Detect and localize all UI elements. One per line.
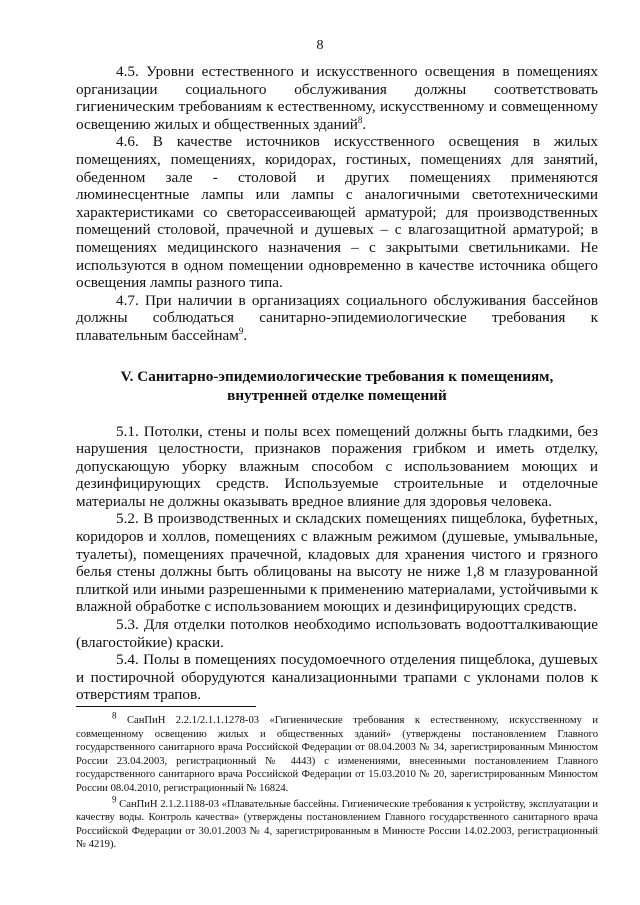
paragraph-tail: . <box>243 326 248 344</box>
paragraph-5-1: 5.1. Потолки, стены и полы всех помещений должны быть гладкими, без нарушения целостности, признаков поражения грибком и иметь отделку, допускающую уборку влажным способом с использованием моющих и дезинфицирующих средств. Используемые строительные и отделочные материалы не должны оказывать вредное влияние для здоровья человека. <box>76 422 598 510</box>
footnote-text: СанПиН 2.1.2.1188-03 «Плавательные бассейны. Гигиенические требования к устройству, эксплуатации и качеству воды. Контроль качества» (утверждены постановлением Главного государственного санитарного врача Российской Федерации от 30.01.2003 № 4, зарегистрированным в Минюсте России 14.02.2003, регистрационный № 4219). <box>76 798 598 851</box>
footnote-text: СанПиН 2.2.1/2.1.1.1278-03 «Гигиенические требования к естественному, искусственному и совмещенному освещению жилых и общественных зданий» (утверждены постановлением Главного государственного санитарного врача Российской Федерации от 08.04.2003 № 34, зарегистрированным Минюстом России 23.04.2003, регистрационный № 4443) с изменениями, внесенными постановлением Главного государственного санитарного врача Российской Федерации от 15.03.2010 № 20, зарегистрированным Минюстом России 08.04.2010, регистрационный № 16824. <box>76 715 598 794</box>
footnote-separator <box>76 706 256 707</box>
paragraph-text: 4.7. При наличии в организациях социального обслуживания бассейнов должны соблюдаться санитарно-эпидемиологические требования к плавательным бассейнам <box>76 291 598 344</box>
footnote-mark: 8 <box>112 710 117 721</box>
paragraph-4-7 <box>76 292 598 345</box>
paragraph-4-5 <box>76 63 598 133</box>
footnote-ref[interactable]: 8 <box>357 114 363 125</box>
paragraph-5-4: 5.4. Полы в помещениях посудомоечного отделения пищеблока, душевых и постирочной оборудуются канализационными трапами с уклонами полов к отверстиям трапов. <box>76 651 598 704</box>
section-heading-line-1: V. Санитарно-эпидемиологические требования к помещениям, <box>120 367 554 385</box>
footnotes <box>76 710 598 854</box>
page-number: 8 <box>316 38 324 53</box>
document-body <box>76 63 598 704</box>
footnote-9 <box>76 794 598 852</box>
paragraph-text: 4.5. Уровни естественного и искусственного освещения в помещениях организации социального обслуживания должны соответствовать гигиеническим требованиям к естественному, искусственному и совмещенному освещению жилых и общественных зданий <box>76 63 598 133</box>
paragraph-5-3: 5.3. Для отделки потолков необходимо использовать водоотталкивающие (влагостойкие) краски. <box>76 616 598 651</box>
paragraph-4-6 <box>76 133 598 291</box>
paragraph-text: 4.6. В качестве источников искусственного освещения в жилых помещениях, помещениях, коридорах, гостиных, помещениях для занятий, обеденном зале - столовой и других помещениях применяются люминесцентные лампы или лампы с аналогичными светотехническими характеристиками со светорассеивающей арматурой; для производственных помещений столовой, прачечной и душевых – с влагозащитной арматурой; в помещениях медицинского назначения – с закрытыми светильниками. Не используются в одном помещении одновременно в качестве источника общего освещения лампы разного типа. <box>76 133 598 292</box>
paragraph-5-2: 5.2. В производственных и складских помещениях пищеблока, буфетных, коридоров и холлов, помещениях с влажным режимом (душевые, умывальные, туалеты), помещениях прачечной, кладовых для хранения чистого и грязного белья стены должны быть облицованы на высоту не ниже 1,8 м глазурованной плиткой или иными разрешенными к применению материалами, устойчивыми к влажной обработке с использованием моющих и дезинфицирующих средств. <box>76 510 598 616</box>
paragraph-tail: . <box>362 115 367 133</box>
section-heading <box>76 367 598 405</box>
footnote-8 <box>76 710 598 796</box>
footnote-ref[interactable]: 9 <box>238 325 244 336</box>
section-heading-line-2: внутренней отделке помещений <box>227 386 447 404</box>
footnote-mark: 9 <box>112 794 117 805</box>
